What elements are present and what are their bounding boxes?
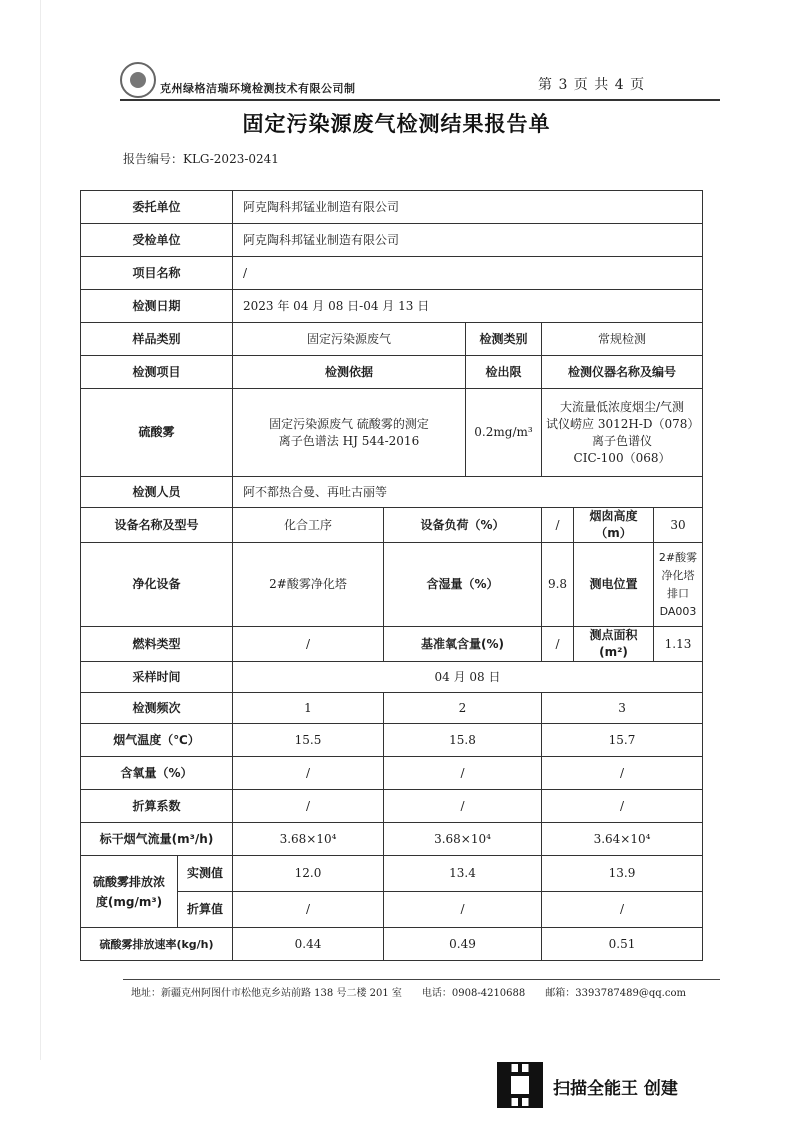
measured-value: 13.9	[542, 856, 703, 892]
load-label: 设备负荷（%）	[384, 508, 542, 543]
oxygen-value: /	[233, 757, 384, 790]
sampling-time-label: 采样时间	[81, 662, 233, 693]
sampling-time-value: 04 月 08 日	[233, 662, 703, 693]
oxygen-ref-label: 基准氧含量(%)	[384, 627, 542, 662]
page-number: 第 3 页 共 4 页	[538, 77, 646, 93]
document-title: 固定污染源废气检测结果报告单	[242, 111, 551, 136]
table-row	[81, 191, 703, 224]
measured-value: 12.0	[233, 856, 384, 892]
factor-value: /	[233, 790, 384, 823]
position-line: DA003	[659, 604, 697, 618]
table-row	[81, 508, 703, 543]
company-header	[120, 62, 720, 100]
factor-value: /	[542, 790, 703, 823]
table-row	[81, 257, 703, 290]
equipment-name-label: 设备名称及型号	[81, 508, 233, 543]
table-row	[81, 477, 703, 508]
result-table	[80, 190, 703, 961]
basis-line: 离子色谱法 HJ 544-2016	[278, 433, 420, 448]
measured-value: 13.4	[384, 856, 542, 892]
footer-address: 地址：新疆克州阿图什市松他克乡站前路 138 号二楼 201 室 电话：0908-4210688 邮箱：3393787489@qq.com	[131, 988, 686, 999]
qr-code-icon	[497, 1062, 543, 1108]
inspected-label: 受检单位	[81, 224, 233, 257]
table-row	[81, 724, 703, 757]
footer-divider	[123, 979, 720, 980]
measured-label: 实测值	[178, 856, 232, 892]
date-value: 2023 年 04 月 08 日-04 月 13 日	[233, 290, 703, 323]
table-row	[81, 356, 703, 389]
inspected-value: 阿克陶科邦锰业制造有限公司	[233, 224, 703, 257]
oxygen-label: 含氧量（%）	[81, 757, 233, 790]
converted-label: 折算值	[186, 902, 223, 916]
test-type-label: 检测类别	[466, 323, 542, 356]
concentration-label-line: 硫酸雾排放浓	[92, 874, 165, 889]
freq-value: 3	[542, 693, 703, 724]
oxygen-value: /	[542, 757, 703, 790]
company-name: 克州绿格洁瑞环境检测技术有限公司制	[160, 82, 356, 95]
header-divider	[120, 99, 720, 101]
instrument-line: CIC-100（068）	[573, 450, 671, 465]
basis-value	[233, 389, 466, 477]
instrument-line: 大流量低浓度烟尘/气测	[559, 399, 685, 414]
limit-label: 检出限	[466, 356, 542, 389]
fuel-label: 燃料类型	[81, 627, 233, 662]
rate-value: 0.44	[233, 928, 384, 961]
sample-type-label: 样品类别	[81, 323, 233, 356]
instrument-value	[542, 389, 703, 477]
client-label: 委托单位	[81, 191, 233, 224]
factor-value: /	[384, 790, 542, 823]
concentration-label	[81, 856, 233, 928]
table-row	[81, 757, 703, 790]
position-value	[654, 543, 703, 627]
converted-value: /	[384, 892, 542, 928]
position-label: 测电位置	[574, 543, 654, 627]
purify-value: 2#酸雾净化塔	[233, 543, 384, 627]
item-label: 检测项目	[81, 356, 233, 389]
staff-value: 阿不都热合曼、再吐古丽等	[233, 477, 703, 508]
table-row	[81, 790, 703, 823]
rate-label: 硫酸雾排放速率(kg/h)	[81, 928, 233, 961]
table-row	[81, 928, 703, 961]
converted-value: /	[542, 892, 703, 928]
load-value: /	[542, 508, 574, 543]
table-row	[81, 323, 703, 356]
table-row	[81, 693, 703, 724]
date-label: 检测日期	[81, 290, 233, 323]
basis-label: 检测依据	[233, 356, 466, 389]
temp-label: 烟气温度（℃）	[81, 724, 233, 757]
rate-value: 0.49	[384, 928, 542, 961]
area-label: 测点面积(m²)	[574, 627, 654, 662]
project-label: 项目名称	[81, 257, 233, 290]
scanner-watermark	[497, 1062, 727, 1112]
flow-value: 3.64×10⁴	[542, 823, 703, 856]
concentration-label-grid	[81, 856, 232, 927]
chimney-value: 30	[654, 508, 703, 543]
flow-value: 3.68×10⁴	[384, 823, 542, 856]
freq-value: 2	[384, 693, 542, 724]
concentration-label-line: 度(mg/m³)	[95, 894, 163, 909]
position-line: 排口	[667, 586, 689, 600]
scanner-text: 扫描全能王 创建	[553, 1079, 678, 1099]
instrument-line: 试仪崂应 3012H-D（078）	[546, 416, 700, 431]
basis-line: 固定污染源废气 硫酸雾的测定	[269, 416, 429, 431]
purify-label: 净化设备	[81, 543, 233, 627]
concentration-sub-labels	[178, 856, 233, 927]
instrument-label: 检测仪器名称及编号	[542, 356, 703, 389]
client-value: 阿克陶科邦锰业制造有限公司	[233, 191, 703, 224]
chimney-label: 烟囱高度（m）	[574, 508, 654, 543]
item-value: 硫酸雾	[81, 389, 233, 477]
table-row	[81, 627, 703, 662]
equipment-name-value: 化合工序	[233, 508, 384, 543]
flow-value: 3.68×10⁴	[233, 823, 384, 856]
moisture-value: 9.8	[542, 543, 574, 627]
staff-label: 检测人员	[81, 477, 233, 508]
sample-type-value: 固定污染源废气	[233, 323, 466, 356]
company-logo-icon	[120, 62, 156, 98]
position-line: 2#酸雾	[658, 550, 698, 564]
oxygen-value: /	[384, 757, 542, 790]
factor-label: 折算系数	[81, 790, 233, 823]
converted-value: /	[233, 892, 384, 928]
test-type-value: 常规检测	[542, 323, 703, 356]
concentration-label-text	[81, 856, 178, 927]
limit-value: 0.2mg/m³	[466, 389, 542, 477]
instrument-line: 离子色谱仪	[592, 433, 653, 448]
table-row	[81, 856, 703, 892]
position-line: 净化塔	[661, 568, 695, 582]
project-value: /	[233, 257, 703, 290]
table-row	[81, 543, 703, 627]
table-row	[81, 290, 703, 323]
report-number: 报告编号：KLG-2023-0241	[123, 152, 279, 166]
fuel-value: /	[233, 627, 384, 662]
temp-value: 15.8	[384, 724, 542, 757]
rate-value: 0.51	[542, 928, 703, 961]
flow-label: 标干烟气流量(m³/h)	[81, 823, 233, 856]
table-row	[81, 224, 703, 257]
moisture-label: 含湿量（%）	[384, 543, 542, 627]
area-value: 1.13	[654, 627, 703, 662]
table-row	[81, 662, 703, 693]
oxygen-ref-value: /	[542, 627, 574, 662]
table-row	[81, 823, 703, 856]
table-row	[81, 389, 703, 477]
temp-value: 15.7	[542, 724, 703, 757]
freq-value: 1	[233, 693, 384, 724]
temp-value: 15.5	[233, 724, 384, 757]
freq-label: 检测频次	[81, 693, 233, 724]
